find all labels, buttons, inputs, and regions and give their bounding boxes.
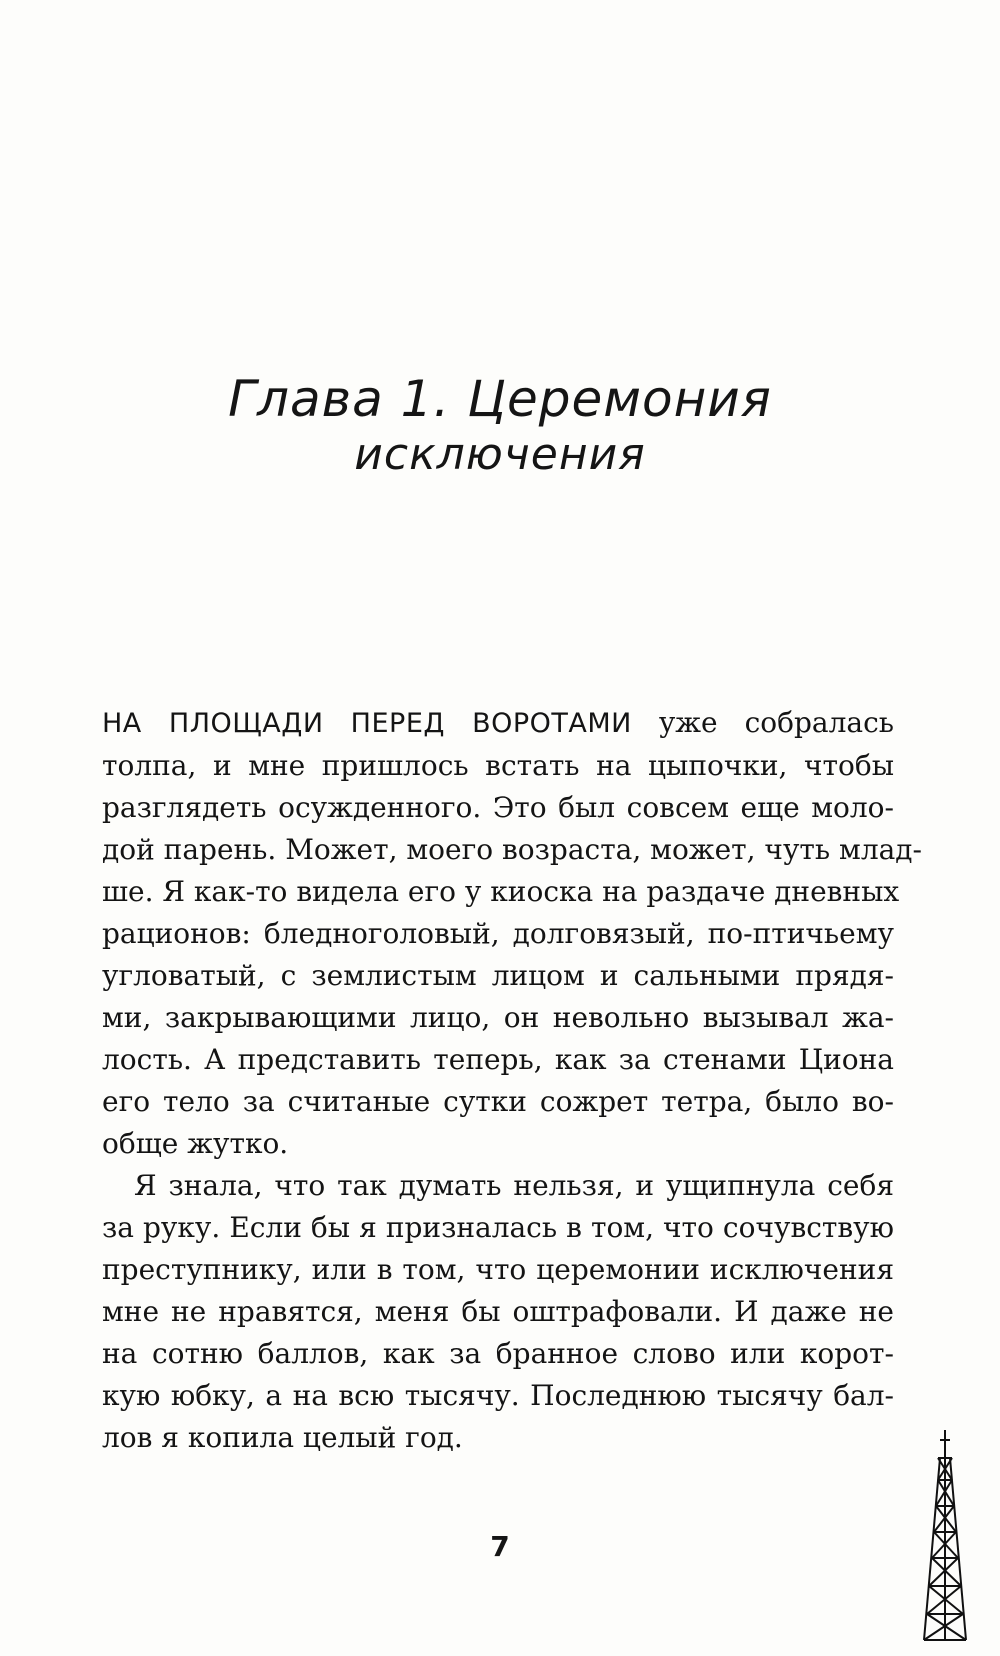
text-line: на сотню баллов, как за бранное слово или корот-	[102, 1337, 894, 1370]
tower-icon	[918, 1428, 972, 1644]
body-text	[102, 702, 923, 1459]
text-line: лость. А представить теперь, как за стенами Циона	[102, 1043, 894, 1076]
chapter-title-line-1: Глава 1. Церемония	[228, 370, 772, 429]
text-line: лов я копила целый год.	[102, 1421, 463, 1454]
text-line: обще жутко.	[102, 1127, 289, 1160]
text-line: толпа, и мне пришлось встать на цыпочки, чтобы	[102, 749, 894, 782]
text-line: его тело за считаные сутки сожрет тетра, было во-	[102, 1085, 894, 1118]
text-line: ми, закрывающими лицо, он невольно вызывал жа-	[102, 1001, 894, 1034]
text-line: кую юбку, а на всю тысячу. Последнюю тысячу бал-	[102, 1379, 894, 1412]
paragraph-1-line-1	[102, 702, 894, 745]
text-line: за руку. Если бы я призналась в том, что сочувствую	[102, 1211, 894, 1244]
paragraph-1-line-1-rest: уже собралась	[631, 706, 894, 739]
paragraph-2	[102, 1165, 894, 1459]
text-line: Я знала, что так думать нельзя, и ущипнула себя	[134, 1169, 894, 1202]
text-line: дой парень. Может, моего возраста, может, чуть млад-	[102, 833, 923, 866]
paragraph-1	[102, 702, 923, 1165]
page-number: 7	[490, 1530, 510, 1563]
text-line: рационов: бледноголовый, долговязый, по-птичьему	[102, 917, 894, 950]
lead-in-caps: НА ПЛОЩАДИ ПЕРЕД ВОРОТАМИ	[102, 708, 632, 739]
text-line: преступнику, или в том, что церемонии исключения	[102, 1253, 894, 1286]
chapter-title-line-2: исключения	[354, 429, 646, 481]
text-line: угловатый, с землистым лицом и сальными прядя-	[102, 959, 894, 992]
chapter-title	[100, 369, 900, 481]
text-line: мне не нравятся, меня бы оштрафовали. И даже не	[102, 1295, 894, 1328]
text-line: ше. Я как-то видела его у киоска на раздаче дневных	[102, 875, 900, 908]
text-line: разглядеть осужденного. Это был совсем еще моло-	[102, 791, 894, 824]
